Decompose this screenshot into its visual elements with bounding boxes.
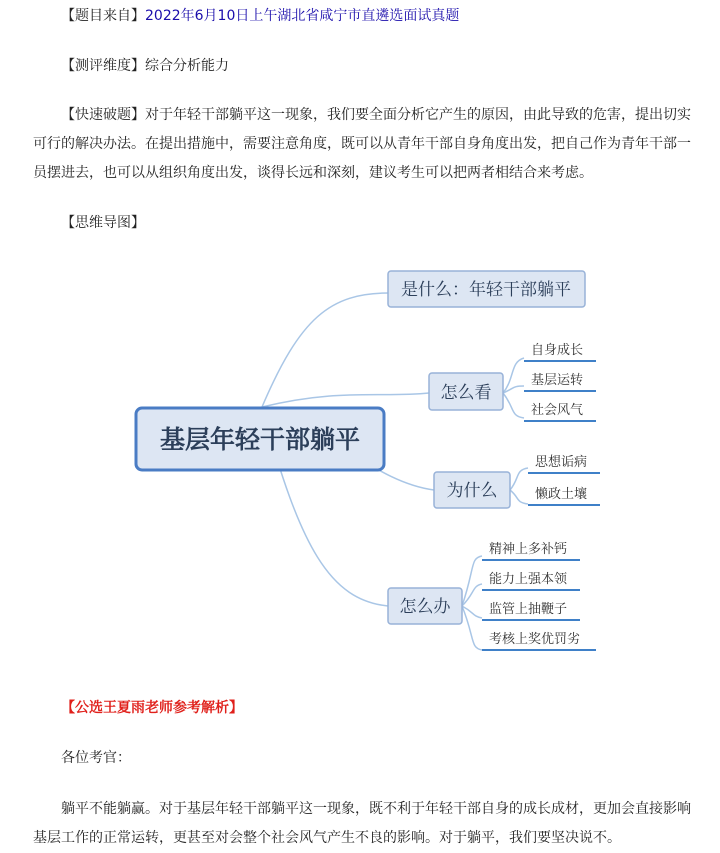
branch-what-label: 是什么：年轻干部躺平: [401, 280, 571, 300]
link-view-3: [503, 393, 524, 418]
branch-what[interactable]: [388, 271, 585, 307]
greeting: 各位考官：: [61, 750, 131, 766]
link-what: [262, 293, 389, 407]
branch-how-label: 怎么办: [399, 597, 451, 617]
source-line: [33, 2, 698, 31]
leaf-how-4-label: 考核上奖优罚劣: [489, 632, 581, 647]
quick-solve-paragraph: 【快速破题】对于年轻干部躺平这一现象，我们要全面分析它产生的原因，由此导致的危害，提出切实可行的解决办法。在提出措施中，需要注意角度，既可以从青年干部自身角度出发，把自己作为青年干部一员摆进去，也可以从组织角度出发，谈得长远和深刻，建议考生可以把两者相结合来考虑。: [33, 107, 691, 181]
leaf-how-2-label: 能力上强本领: [489, 572, 568, 587]
branch-why[interactable]: [434, 472, 510, 508]
analysis-heading: 【公选王夏雨老师参考解析】: [61, 700, 243, 716]
leaf-how-3-label: 监管上抽鞭子: [489, 602, 568, 617]
link-how-1: [462, 556, 482, 606]
link-view: [262, 393, 429, 407]
leaf-how-3: [482, 601, 580, 620]
leaf-why-1-label: 思想诟病: [535, 455, 588, 470]
leaf-view-2-label: 基层运转: [531, 373, 584, 388]
leaf-how-1-label: 精神上多补钙: [489, 542, 568, 557]
branch-view[interactable]: [429, 373, 503, 410]
leaf-how-1: [482, 541, 580, 560]
leaf-why-1: [528, 454, 600, 473]
body-paragraph: 躺平不能躺赢。对于基层年轻干部躺平这一现象，既不利于年轻干部自身的成长成材，更加会直接影响基层工作的正常运转，更甚至对会整个社会风气产生不良的影响。对于躺平，我们要坚决说不。: [33, 801, 691, 846]
link-why-2: [510, 490, 528, 504]
leaf-view-1: [524, 342, 596, 361]
branch-view-label: 怎么看: [440, 383, 492, 403]
leaf-view-2: [524, 373, 596, 391]
leaf-why-2: [528, 486, 600, 505]
leaf-why-2-label: 懒政土壤: [535, 487, 588, 502]
leaf-view-3-label: 社会风气: [531, 403, 584, 418]
center-node[interactable]: [136, 408, 384, 470]
center-node-label: 基层年轻干部躺平: [159, 425, 361, 454]
leaf-view-1-label: 自身成长: [531, 343, 584, 358]
mindmap-heading: 【思维导图】: [61, 215, 145, 231]
leaf-view-3: [524, 402, 596, 421]
source-link[interactable]: 2022年6月10日上午湖北省咸宁市直遴选面试真题: [145, 8, 460, 24]
leaf-how-2: [482, 571, 580, 590]
mind-map: [0, 258, 720, 668]
dimension-line: 【测评维度】综合分析能力: [61, 58, 229, 74]
branch-how[interactable]: [388, 588, 462, 624]
branch-why-label: 为什么: [446, 481, 498, 501]
leaf-how-4: [482, 631, 596, 650]
link-why-1: [510, 468, 528, 490]
source-label: 【题目来自】: [61, 8, 145, 24]
